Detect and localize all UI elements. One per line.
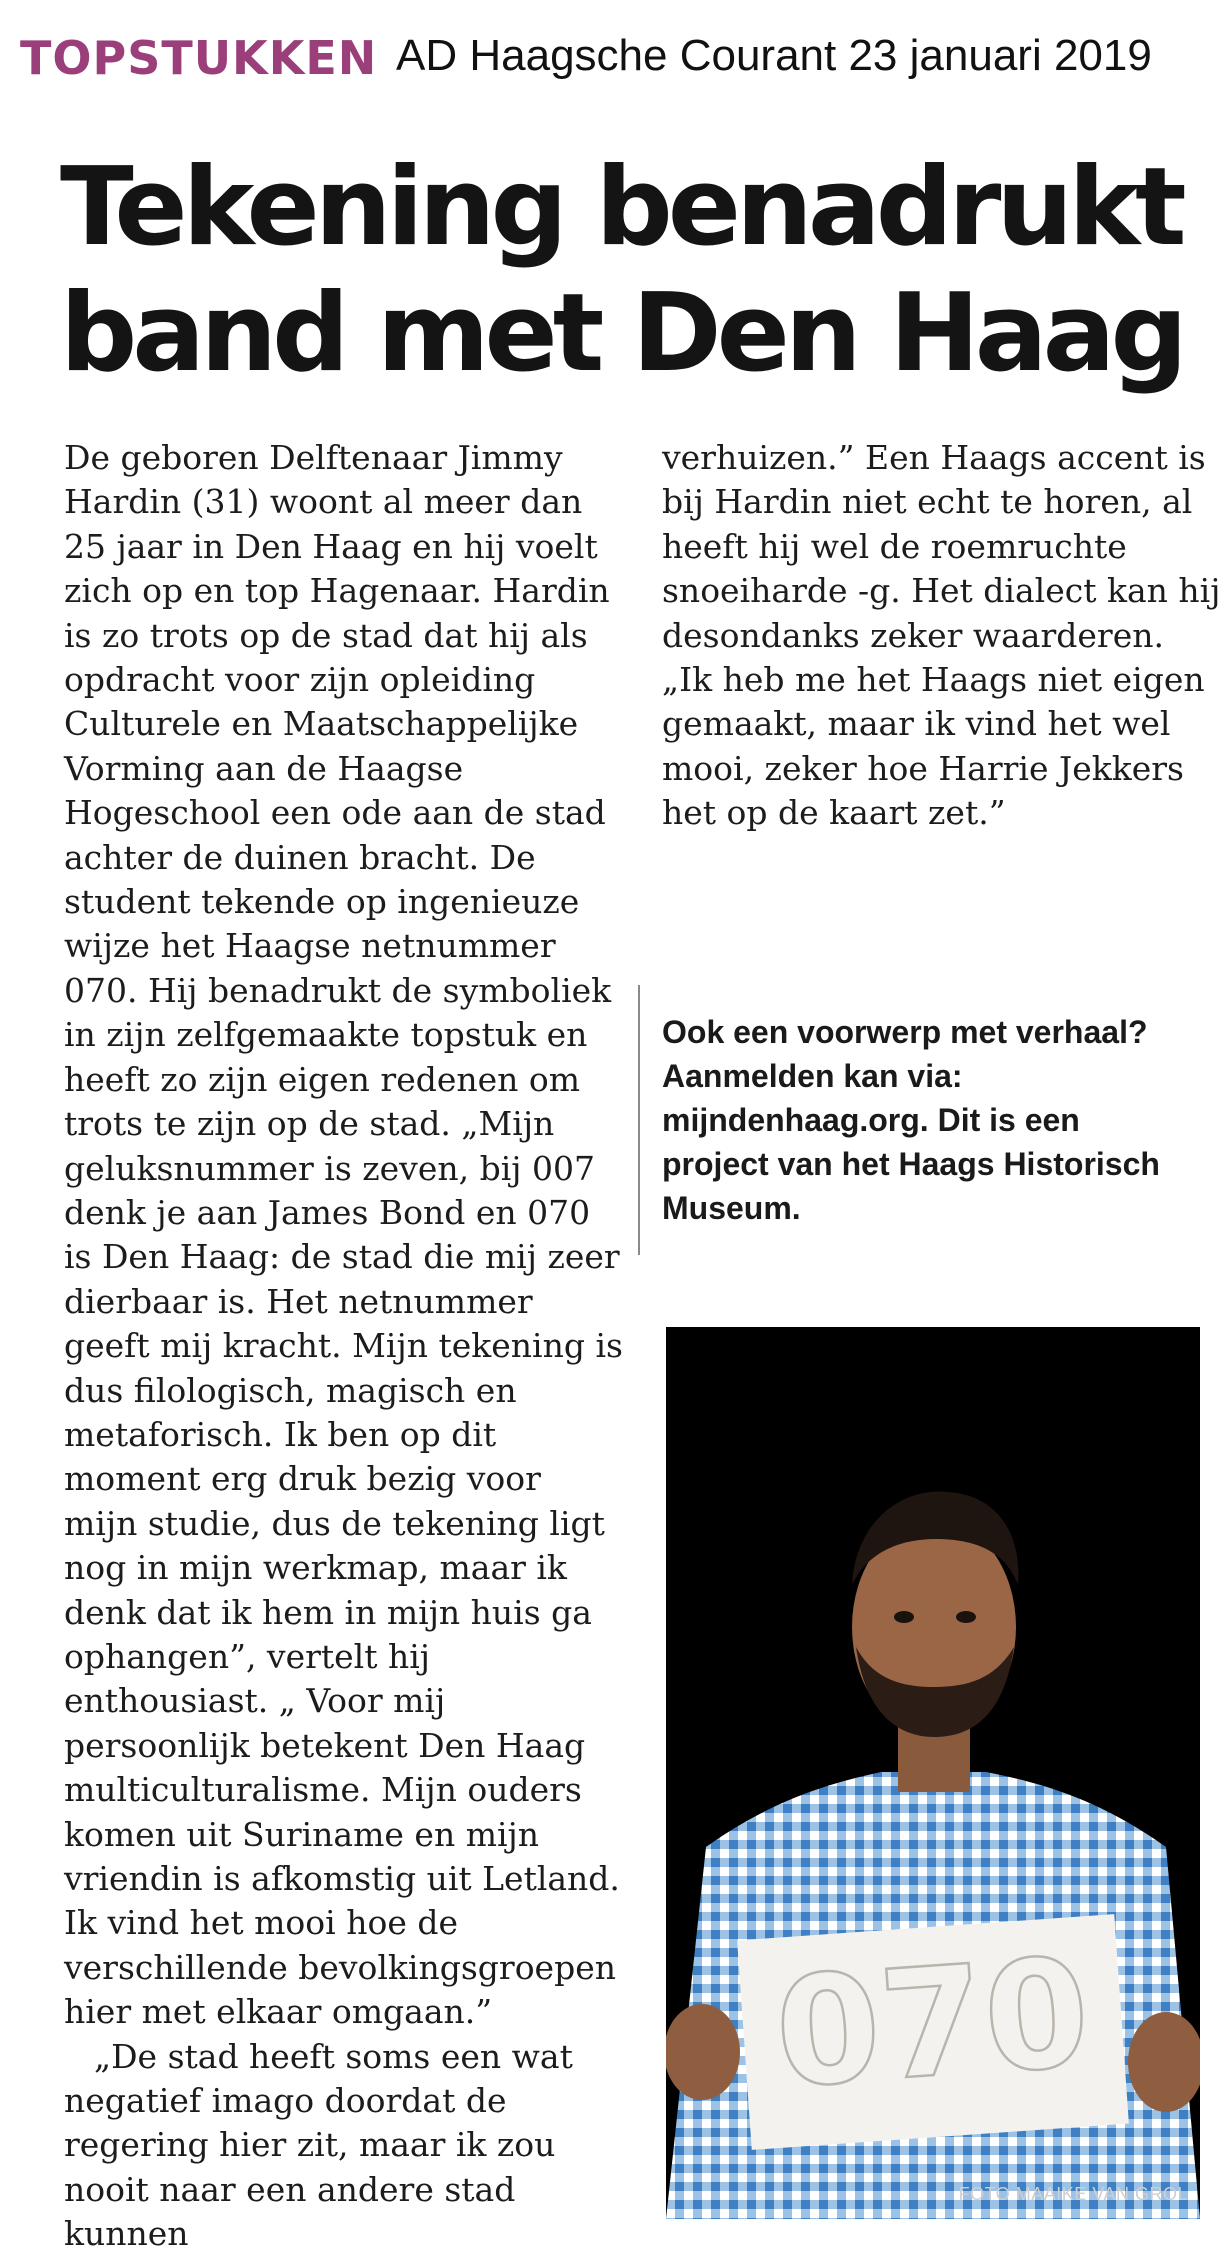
photo-credit: FOTO MAAIKE VAN GROL xyxy=(958,2184,1188,2204)
paper-sign xyxy=(737,1914,1129,2150)
callout-divider xyxy=(638,985,640,1255)
callout-box: Ook een voorwerp met verhaal? Aanmelden kan via: mijndenhaag.org. Dit is een project van het Haags Historisch Museum. xyxy=(662,1014,1160,1226)
sign-text: 070 xyxy=(770,1926,1095,2122)
headline-line-1: Tekening benadrukt xyxy=(60,145,1182,270)
article-photo xyxy=(666,1327,1200,2219)
body-column-left xyxy=(64,436,624,2257)
article-headline xyxy=(60,145,1190,397)
portrait-illustration xyxy=(666,1327,1200,2219)
body-paragraph: „De stad heeft soms een wat negatief imago doordat de regering hier zit, maar ik zou nooit naar een andere stad kunnen xyxy=(64,2036,573,2254)
body-column-right xyxy=(662,436,1222,836)
headline-line-2: band met Den Haag xyxy=(60,271,1183,396)
publication-source: AD Haagsche Courant 23 januari 2019 xyxy=(396,31,1152,80)
body-paragraph: De geboren Delftenaar Jimmy Hardin (31) woont al meer dan 25 jaar in Den Haag en hij voelt zich op en top Hagenaar. Hardin is zo trots op de stad dat hij als opdracht voor zijn opleiding Culturele en Maatschappelijke Vorming aan de Haagse Hogeschool een ode aan de stad achter de duinen bracht. De student tekende op ingenieuze wijze het Haagse netnummer 070. Hij benadrukt de symboliek in zijn zelfgemaakte topstuk en heeft zo zijn eigen redenen om trots te zijn op de stad. „Mijn geluksnummer is zeven, bij 007 denk je aan James Bond en 070 is Den Haag: de stad die mij zeer dierbaar is. Het netnummer geeft mij kracht. Mijn tekening is dus filologisch, magisch en metaforisch. Ik ben op dit moment erg druk bezig voor mijn studie, dus de tekening ligt nog in mijn werkmap, maar ik denk dat ik hem in mijn huis ga ophangen”, vertelt hij enthousiast. „ Voor mij persoonlijk betekent Den Haag multiculturalisme. Mijn ouders komen uit Suriname en mijn vriendin is afkomstig uit Letland. Ik vind het mooi hoe de verschillende bevolkingsgroepen hier met elkaar omgaan.” xyxy=(64,438,623,2032)
body-paragraph: verhuizen.” Een Haags accent is bij Hardin niet echt te horen, al heeft hij wel de roemruchte snoeiharde -g. Het dialect kan hij desondanks zeker waarderen. „Ik heb me het Haags niet eigen gemaakt, maar ik vind het wel mooi, zeker hoe Harrie Jekkers het op de kaart zet.” xyxy=(662,438,1221,833)
section-kicker: TOPSTUKKEN xyxy=(20,31,378,85)
